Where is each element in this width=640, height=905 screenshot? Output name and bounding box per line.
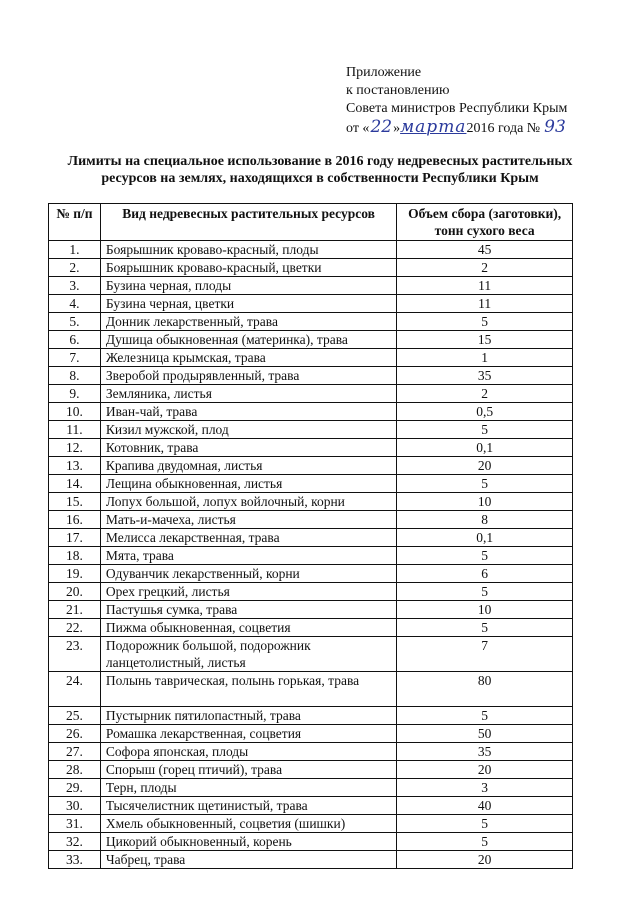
date-line [346,118,567,138]
row-number-cell: 8. [49,367,101,385]
resource-name-cell: Пастушья сумка, трава [100,601,396,619]
resource-name-cell: Подорожник большой, подорожник ланцетолистный, листья [100,637,396,672]
row-number-cell: 9. [49,385,101,403]
resource-name-cell: Душица обыкновенная (материнка), трава [100,331,396,349]
row-number-cell: 29. [49,779,101,797]
volume-cell: 50 [397,725,573,743]
resource-name-cell: Лопух большой, лопух войлочный, корни [100,493,396,511]
table-row [49,797,573,815]
table-row [49,439,573,457]
row-number-cell: 28. [49,761,101,779]
table-row [49,583,573,601]
volume-cell: 10 [397,493,573,511]
table-row [49,725,573,743]
table-row [49,851,573,869]
row-number-cell: 17. [49,529,101,547]
row-number-cell: 18. [49,547,101,565]
volume-cell: 0,1 [397,439,573,457]
volume-cell: 20 [397,457,573,475]
volume-cell: 80 [397,672,573,707]
volume-cell: 0,1 [397,529,573,547]
table-row [49,457,573,475]
table-row [49,743,573,761]
resource-name-cell: Донник лекарственный, трава [100,313,396,331]
resource-name-cell: Земляника, листья [100,385,396,403]
date-close: » [393,121,401,136]
table-row [49,833,573,851]
volume-cell: 5 [397,833,573,851]
resource-name-cell: Железница крымская, трава [100,349,396,367]
table-row [49,349,573,367]
volume-cell: 5 [397,475,573,493]
row-number-cell: 15. [49,493,101,511]
volume-cell: 3 [397,779,573,797]
row-number-cell: 33. [49,851,101,869]
document-title: Лимиты на специальное использование в 2016 году недревесных растительных ресурсов на землях, находящихся в собственности Республики Крым [67,154,573,186]
resource-name-cell: Чабрец, трава [100,851,396,869]
resource-name-cell: Иван-чай, трава [100,403,396,421]
row-number-cell: 10. [49,403,101,421]
volume-cell: 40 [397,797,573,815]
resolution-label: к постановлению [346,83,450,98]
resource-name-cell: Терн, плоды [100,779,396,797]
council-label: Совета министров Республики Крым [346,101,568,116]
resource-name-cell: Одуванчик лекарственный, корни [100,565,396,583]
row-number-cell: 32. [49,833,101,851]
appendix-label: Приложение [346,65,422,80]
table-row [49,547,573,565]
table-row [49,475,573,493]
appendix-header [346,64,567,138]
row-number-cell: 7. [49,349,101,367]
resource-name-cell: Зверобой продырявленный, трава [100,367,396,385]
volume-cell: 1 [397,349,573,367]
table-row [49,619,573,637]
row-number-cell: 25. [49,707,101,725]
row-number-cell: 24. [49,672,101,707]
row-number-cell: 30. [49,797,101,815]
limits-table [48,203,573,869]
volume-cell: 7 [397,637,573,672]
volume-cell: 15 [397,331,573,349]
table-row [49,385,573,403]
table-row [49,601,573,619]
column-header-volume: Объем сбора (заготовки), тонн сухого веса [397,204,573,241]
row-number-cell: 1. [49,241,101,259]
volume-cell: 6 [397,565,573,583]
resource-name-cell: Мать-и-мачеха, листья [100,511,396,529]
row-number-cell: 19. [49,565,101,583]
resource-name-cell: Пустырник пятилопастный, трава [100,707,396,725]
resource-name-cell: Ромашка лекарственная, соцветия [100,725,396,743]
resource-name-cell: Спорыш (горец птичий), трава [100,761,396,779]
row-number-cell: 11. [49,421,101,439]
table-row [49,331,573,349]
row-number-cell: 6. [49,331,101,349]
handwritten-doc-number: 93 [544,117,566,137]
date-prefix: от « [346,121,370,136]
handwritten-month: марта [400,117,467,137]
volume-cell: 5 [397,547,573,565]
volume-cell: 8 [397,511,573,529]
volume-cell: 11 [397,277,573,295]
row-number-cell: 13. [49,457,101,475]
row-number-cell: 2. [49,259,101,277]
row-number-cell: 27. [49,743,101,761]
volume-cell: 0,5 [397,403,573,421]
resource-name-cell: Полынь таврическая, полынь горькая, трава [100,672,396,707]
resource-name-cell: Кизил мужской, плод [100,421,396,439]
table-row [49,511,573,529]
resource-name-cell: Лещина обыкновенная, листья [100,475,396,493]
row-number-cell: 14. [49,475,101,493]
table-row [49,761,573,779]
table-row [49,779,573,797]
handwritten-day: 22 [370,117,393,137]
table-row [49,529,573,547]
row-number-cell: 5. [49,313,101,331]
table-row [49,707,573,725]
volume-cell: 5 [397,815,573,833]
table-row [49,421,573,439]
resource-name-cell: Бузина черная, плоды [100,277,396,295]
column-header-resource: Вид недревесных растительных ресурсов [100,204,396,241]
volume-cell: 5 [397,583,573,601]
table-row [49,815,573,833]
table-row [49,565,573,583]
volume-cell: 35 [397,367,573,385]
table-row [49,493,573,511]
resource-name-cell: Котовник, трава [100,439,396,457]
table-row [49,277,573,295]
row-number-cell: 21. [49,601,101,619]
resource-name-cell: Боярышник кроваво-красный, плоды [100,241,396,259]
row-number-cell: 23. [49,637,101,672]
resource-name-cell: Пижма обыкновенная, соцветия [100,619,396,637]
resource-name-cell: Мелисса лекарственная, трава [100,529,396,547]
volume-cell: 20 [397,851,573,869]
resource-name-cell: Цикорий обыкновенный, корень [100,833,396,851]
table-header-row [49,204,573,241]
column-header-number: № п/п [49,204,101,241]
row-number-cell: 4. [49,295,101,313]
row-number-cell: 12. [49,439,101,457]
resource-name-cell: Мята, трава [100,547,396,565]
table-row [49,403,573,421]
date-year: 2016 года № [466,121,541,136]
resource-name-cell: Крапива двудомная, листья [100,457,396,475]
volume-cell: 11 [397,295,573,313]
table-row [49,295,573,313]
table-row [49,637,573,672]
volume-cell: 45 [397,241,573,259]
resource-name-cell: Орех грецкий, листья [100,583,396,601]
table-row [49,367,573,385]
table-row [49,259,573,277]
volume-cell: 5 [397,707,573,725]
resource-name-cell: Тысячелистник щетинистый, трава [100,797,396,815]
row-number-cell: 26. [49,725,101,743]
row-number-cell: 3. [49,277,101,295]
volume-cell: 5 [397,421,573,439]
row-number-cell: 22. [49,619,101,637]
volume-cell: 10 [397,601,573,619]
table-row [49,672,573,707]
volume-cell: 5 [397,313,573,331]
row-number-cell: 20. [49,583,101,601]
resource-name-cell: Боярышник кроваво-красный, цветки [100,259,396,277]
volume-cell: 2 [397,385,573,403]
row-number-cell: 16. [49,511,101,529]
resource-name-cell: Софора японская, плоды [100,743,396,761]
volume-cell: 5 [397,619,573,637]
table-row [49,241,573,259]
volume-cell: 2 [397,259,573,277]
resource-name-cell: Бузина черная, цветки [100,295,396,313]
table-row [49,313,573,331]
volume-cell: 20 [397,761,573,779]
volume-cell: 35 [397,743,573,761]
row-number-cell: 31. [49,815,101,833]
resource-name-cell: Хмель обыкновенный, соцветия (шишки) [100,815,396,833]
table-body [49,241,573,869]
